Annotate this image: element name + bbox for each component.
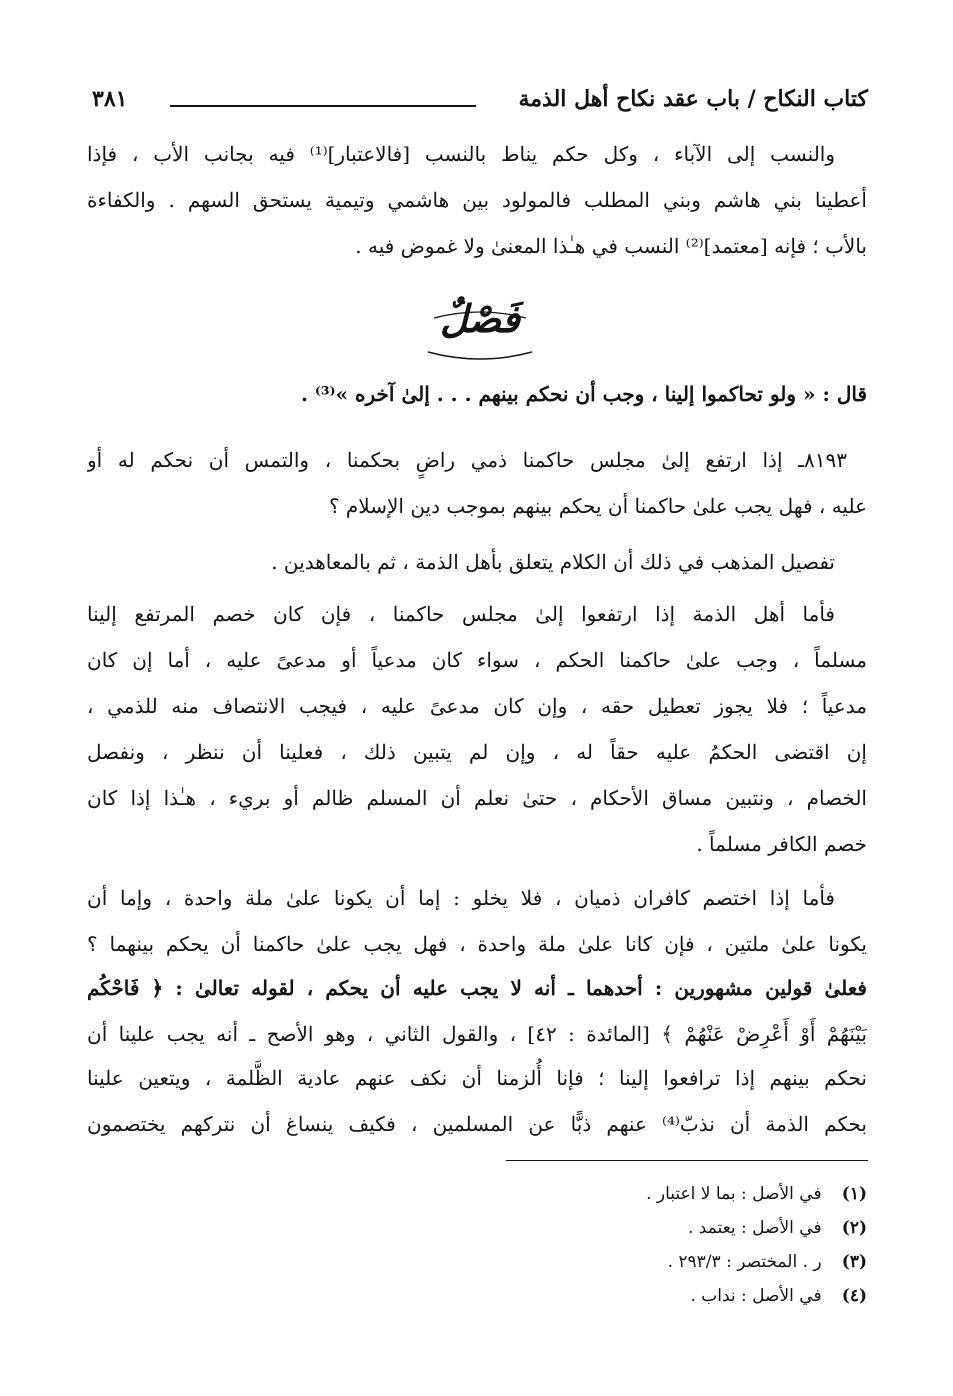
- para-kafir-line-1: فأما إذا اختصم كافران ذميان ، فلا يخلو : إما أن يكونا علىٰ ملة واحدة ، وإما أن: [87, 886, 835, 910]
- footnote-1-text: في الأصل : بما لا اعتبار .: [646, 1184, 822, 1204]
- footnote-1: [367, 1178, 867, 1210]
- para-kafir-line-5: نحكم بينهم إذا ترافعوا إلينا ؛ فإنا أُلزمنا أن نكف عنهم عادية الظَّلمة ، ويتعين علينا: [87, 1066, 867, 1090]
- footnote-2-number: (٢): [841, 1218, 867, 1238]
- section-heading: فَصْلٌ: [440, 296, 520, 341]
- footnote-3-text: ر . المختصر : ٢٩٣/٣ .: [667, 1252, 822, 1272]
- section-quote: قال : « ولو تحاكموا إلينا ، وجب أن نحكم بينهم . . . إلىٰ آخره »⁽³⁾ .: [300, 382, 867, 406]
- para-ahl-line-2: مسلماً ، وجب علىٰ حاكمنا الحكم ، سواء كان مدعياً أو مدعىً عليه ، أما إن كان: [87, 648, 867, 672]
- header-rule: [170, 105, 476, 107]
- para-kafir-line-6: بحكم الذمة أن نذبّ⁽⁴⁾ عنهم ذبًّا عن المسلمين ، فكيف ينساغ أن نتركهم يختصمون: [87, 1112, 867, 1136]
- para-8193-line-1: ٨١٩٣ـ إذا ارتفع إلىٰ مجلس حاكمنا ذمي راضٍ بحكمنا ، والتمس أن نحكم له أو: [87, 448, 847, 472]
- header-title: كتاب النكاح / باب عقد نكاح أهل الذمة: [518, 86, 868, 112]
- page-number: ٣٨١: [92, 86, 128, 112]
- para-8193-line-2: عليه ، فهل يجب علىٰ حاكمنا أن يحكم بينهم بموجب دين الإسلام ؟: [328, 494, 867, 518]
- top-para-line-1: والنسب إلى الآباء ، وكل حكم يناط بالنسب [فالاعتبار]⁽¹⁾ فيه بجانب الأب ، فإذا: [87, 142, 835, 166]
- top-para-line-2: أعطينا بني هاشم وبني المطلب فالمولود بين هاشمي وتيمية يستحق السهم . والكفاءة: [87, 188, 867, 212]
- footnote-1-number: (١): [841, 1184, 867, 1204]
- para-ahl-line-1: فأما أهل الذمة إذا ارتفعوا إلىٰ مجلس حاكمنا ، فإن كان خصم المرتفع إلينا: [87, 602, 835, 626]
- footnote-rule: [506, 1160, 868, 1161]
- para-kafir-line-3: فعلىٰ قولين مشهورين : أحدهما ـ أنه لا يجب عليه أن يحكم ، لقوله تعالىٰ : ﴿ فَاحْكُم: [87, 976, 867, 1000]
- footnote-4: [367, 1280, 867, 1312]
- running-header: [92, 86, 868, 126]
- para-kafir-line-2: يكونا علىٰ ملتين ، فإن كانا علىٰ ملة واحدة ، فهل يجب علىٰ حاكمنا أن يحكم بينهما ؟: [87, 932, 867, 956]
- para-detail: تفصيل المذهب في ذلك أن الكلام يتعلق بأهل الذمة ، ثم بالمعاهدين .: [271, 550, 835, 574]
- footnote-3-number: (٣): [841, 1252, 867, 1272]
- para-kafir-line-4: بَيْنَهُمْ أَوْ أَعْرِضْ عَنْهُمْ ﴾ [المائدة : ٤٢] ، والقول الثاني ، وهو الأصح ـ أنه يجب علينا أن: [87, 1022, 867, 1046]
- para-ahl-line-4: إن اقتضى الحكمُ عليه حقاً له ، وإن لم يتبين ذلك ، فعلينا أن ننظر ، ونفصل: [87, 740, 867, 764]
- para-ahl-line-5: الخصام ، ونتبين مساق الأحكام ، حتىٰ نعلم أن المسلم ظالم أو بريء ، هـٰذا إذا كان: [87, 786, 867, 810]
- footnote-4-number: (٤): [841, 1286, 867, 1306]
- footnote-4-text: في الأصل : نداب .: [690, 1286, 822, 1306]
- para-ahl-line-3: مدعياً ؛ فلا يجوز تعطيل حقه ، وإن كان مدعىً عليه ، فيجب الانتصاف منه للذمي ،: [87, 694, 867, 718]
- footnote-3: [367, 1246, 867, 1278]
- top-para-line-3: بالأب ؛ فإنه [معتمد]⁽²⁾ النسب في هـٰذا المعنىٰ ولا غموض فيه .: [355, 234, 867, 258]
- para-ahl-line-6: خصم الكافر مسلماً .: [696, 832, 867, 856]
- footnote-2-text: في الأصل : يعتمد .: [688, 1218, 822, 1238]
- footnote-2: [367, 1212, 867, 1244]
